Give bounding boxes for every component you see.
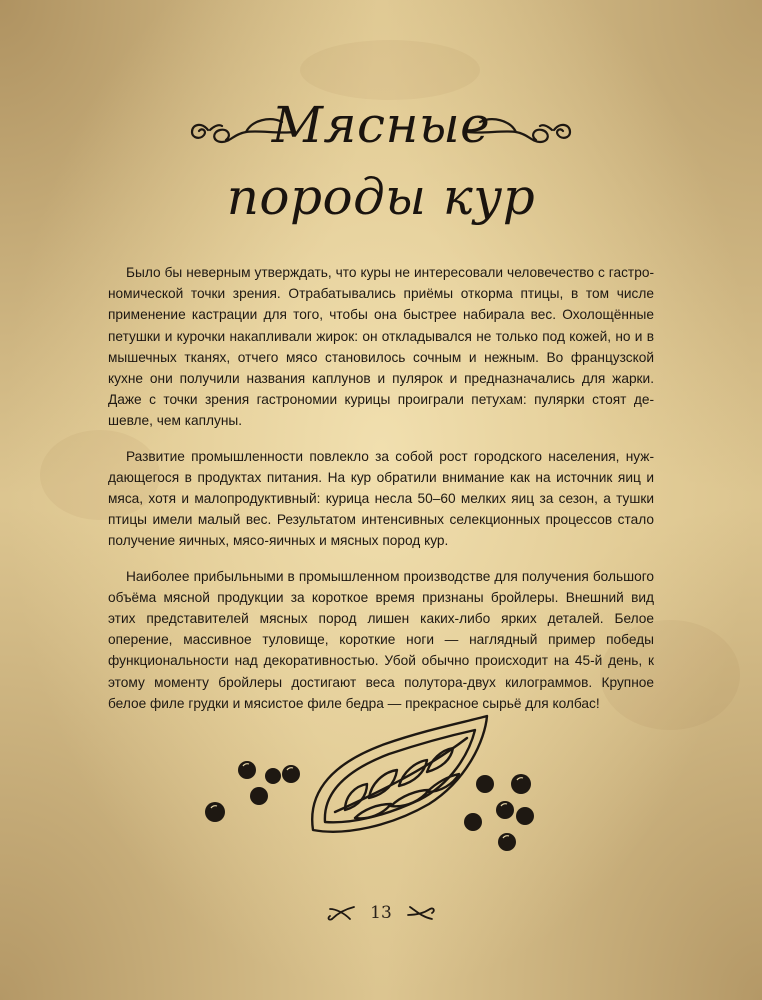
page-number: 13 [370,903,392,923]
paragraph-3: Наиболее прибыльными в промышленном производстве для получения большого объёма мясной продукции за короткое время признаны бройлеры. Внешний вид этих представителей мясных пород лишен каких-либо ярких деталей. Белое оперение, массивное туловище, короткие ноги — наглядный пример победы функциональности над декоративностью. Убой обычно происходит на 45-й день, к этому моменту бройлеры достигают веса полутора-двух килограммов. Крупное белое филе грудки и мясистое филе бедра — прекрасное сырьё для колбас! [108,568,654,711]
paper-stain [300,40,480,100]
page-footer [0,903,762,923]
paragraph-1: Было бы неверным утверждать, что куры не интересовали человечество с гастрономической точки зрения. Отрабатывались приёмы откорма птицы, в том числе применение кастрации для того, чтобы она быстрее набирала вес. Охолощённые петушки и курочки накапливали жирок: он откладывался не только под кожей, но и в мышечных тканях, отчего мясо становилось сочным и нежным. Во французской кухне они получили названия каплунов и пулярок и предназначались для жарки. Даже с точки зрения гастрономии курицы проиграли петухам: пулярки стоят дешевле, чем каплуны. [108,265,654,429]
footer-flourish-right-icon [406,903,436,923]
lemon-slice-peppercorns-illustration [195,700,555,870]
page-title-line-2: породы кур [226,168,536,226]
page-title-line-1: Мясные [271,96,491,154]
article-body [108,262,654,728]
paragraph-2: Развитие промышленности повлекло за собой рост городского населения, нуждающегося в продуктах питания. На кур обратили внимание как на источник яиц и мяса, хотя и малопродуктивный: курица несла 50–60 мелких яиц за сезон, а тушки птицы имели малый вес. Результатом интенсивных селекционных процессов стало получение яичных, мясо-яичных и мясных пород кур. [108,448,654,549]
footer-flourish-left-icon [326,903,356,923]
